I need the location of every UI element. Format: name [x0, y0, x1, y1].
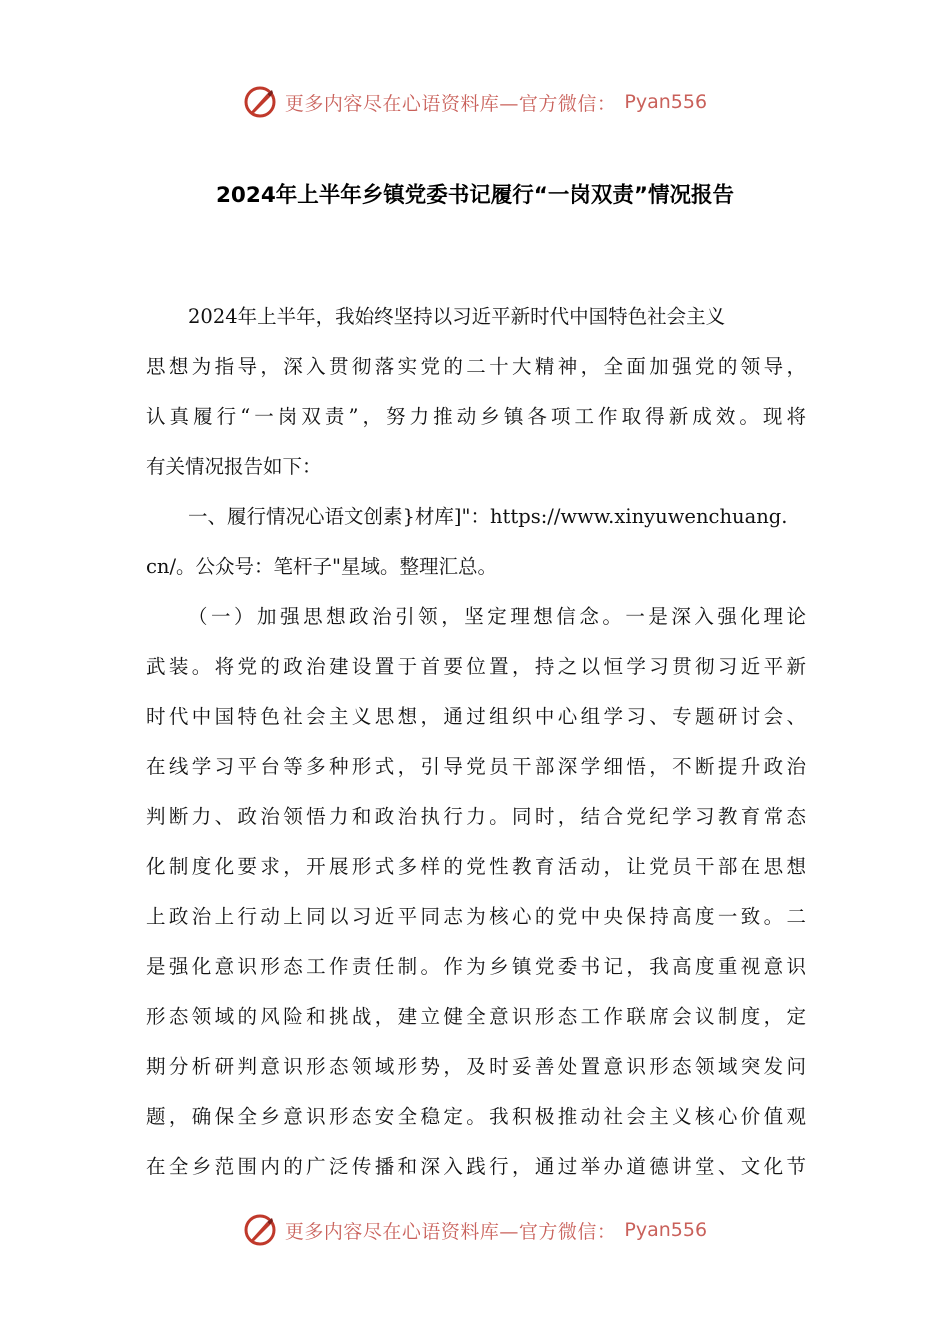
watermark-site-text: 更多内容尽在心语资料库—官方微信： — [284, 92, 617, 115]
paragraph-line: 2024年上半年，我始终坚持以习近平新时代中国特色社会主义 — [188, 305, 726, 328]
paragraph-line: 形态领域的风险和挑战，建立健全意识形态工作联席会议制度，定 — [146, 1005, 806, 1028]
paragraph-line: 在线学习平台等多种形式，引导党员干部深学细悟，不断提升政治 — [146, 755, 806, 778]
paragraph-line: 在全乡范围内的广泛传播和深入践行，通过举办道德讲堂、文化节 — [146, 1155, 806, 1178]
watermark-wechat-id: Pyan556 — [624, 1219, 708, 1241]
paragraph-line: 判断力、政治领悟力和政治执行力。同时，结合党纪学习教育常态 — [146, 805, 806, 828]
paragraph-line: 有关情况报告如下： — [146, 455, 322, 478]
watermark-footer — [0, 1208, 950, 1252]
document-title: 2024年上半年乡镇党委书记履行“一岗双责”情况报告 — [215, 183, 735, 208]
quill-logo-icon — [243, 85, 277, 119]
paragraph-line: （一）加强思想政治引领，坚定理想信念。一是深入强化理论 — [188, 605, 806, 628]
paragraph-line: 武装。将党的政治建设置于首要位置，持之以恒学习贯彻习近平新 — [146, 655, 806, 678]
paragraph-line: 上政治上行动上同以习近平同志为核心的党中央保持高度一致。二 — [146, 905, 806, 928]
paragraph-line: 题，确保全乡意识形态安全稳定。我积极推动社会主义核心价值观 — [146, 1105, 806, 1128]
watermark-site-text: 更多内容尽在心语资料库—官方微信： — [284, 1220, 617, 1243]
paragraph-line: 时代中国特色社会主义思想，通过组织中心组学习、专题研讨会、 — [146, 705, 806, 728]
paragraph-line: cn/。公众号：笔杆子"星域。整理汇总。 — [146, 555, 498, 578]
paragraph-line: 期分析研判意识形态领域形势，及时妥善处置意识形态领域突发问 — [146, 1055, 806, 1078]
paragraph-line: 认真履行“一岗双责”，努力推动乡镇各项工作取得新成效。现将 — [146, 405, 806, 428]
quill-logo-icon — [243, 1213, 277, 1247]
paragraph-line: 是强化意识形态工作责任制。作为乡镇党委书记，我高度重视意识 — [146, 955, 806, 978]
watermark-wechat-id: Pyan556 — [624, 91, 708, 113]
section-heading-line: 一、履行情况心语文创素}材库]"：https://www.xinyuwenchuang. — [188, 505, 788, 528]
paragraph-line: 思想为指导，深入贯彻落实党的二十大精神，全面加强党的领导， — [146, 355, 806, 378]
watermark-header — [0, 80, 950, 124]
paragraph-line: 化制度化要求，开展形式多样的党性教育活动，让党员干部在思想 — [146, 855, 806, 878]
